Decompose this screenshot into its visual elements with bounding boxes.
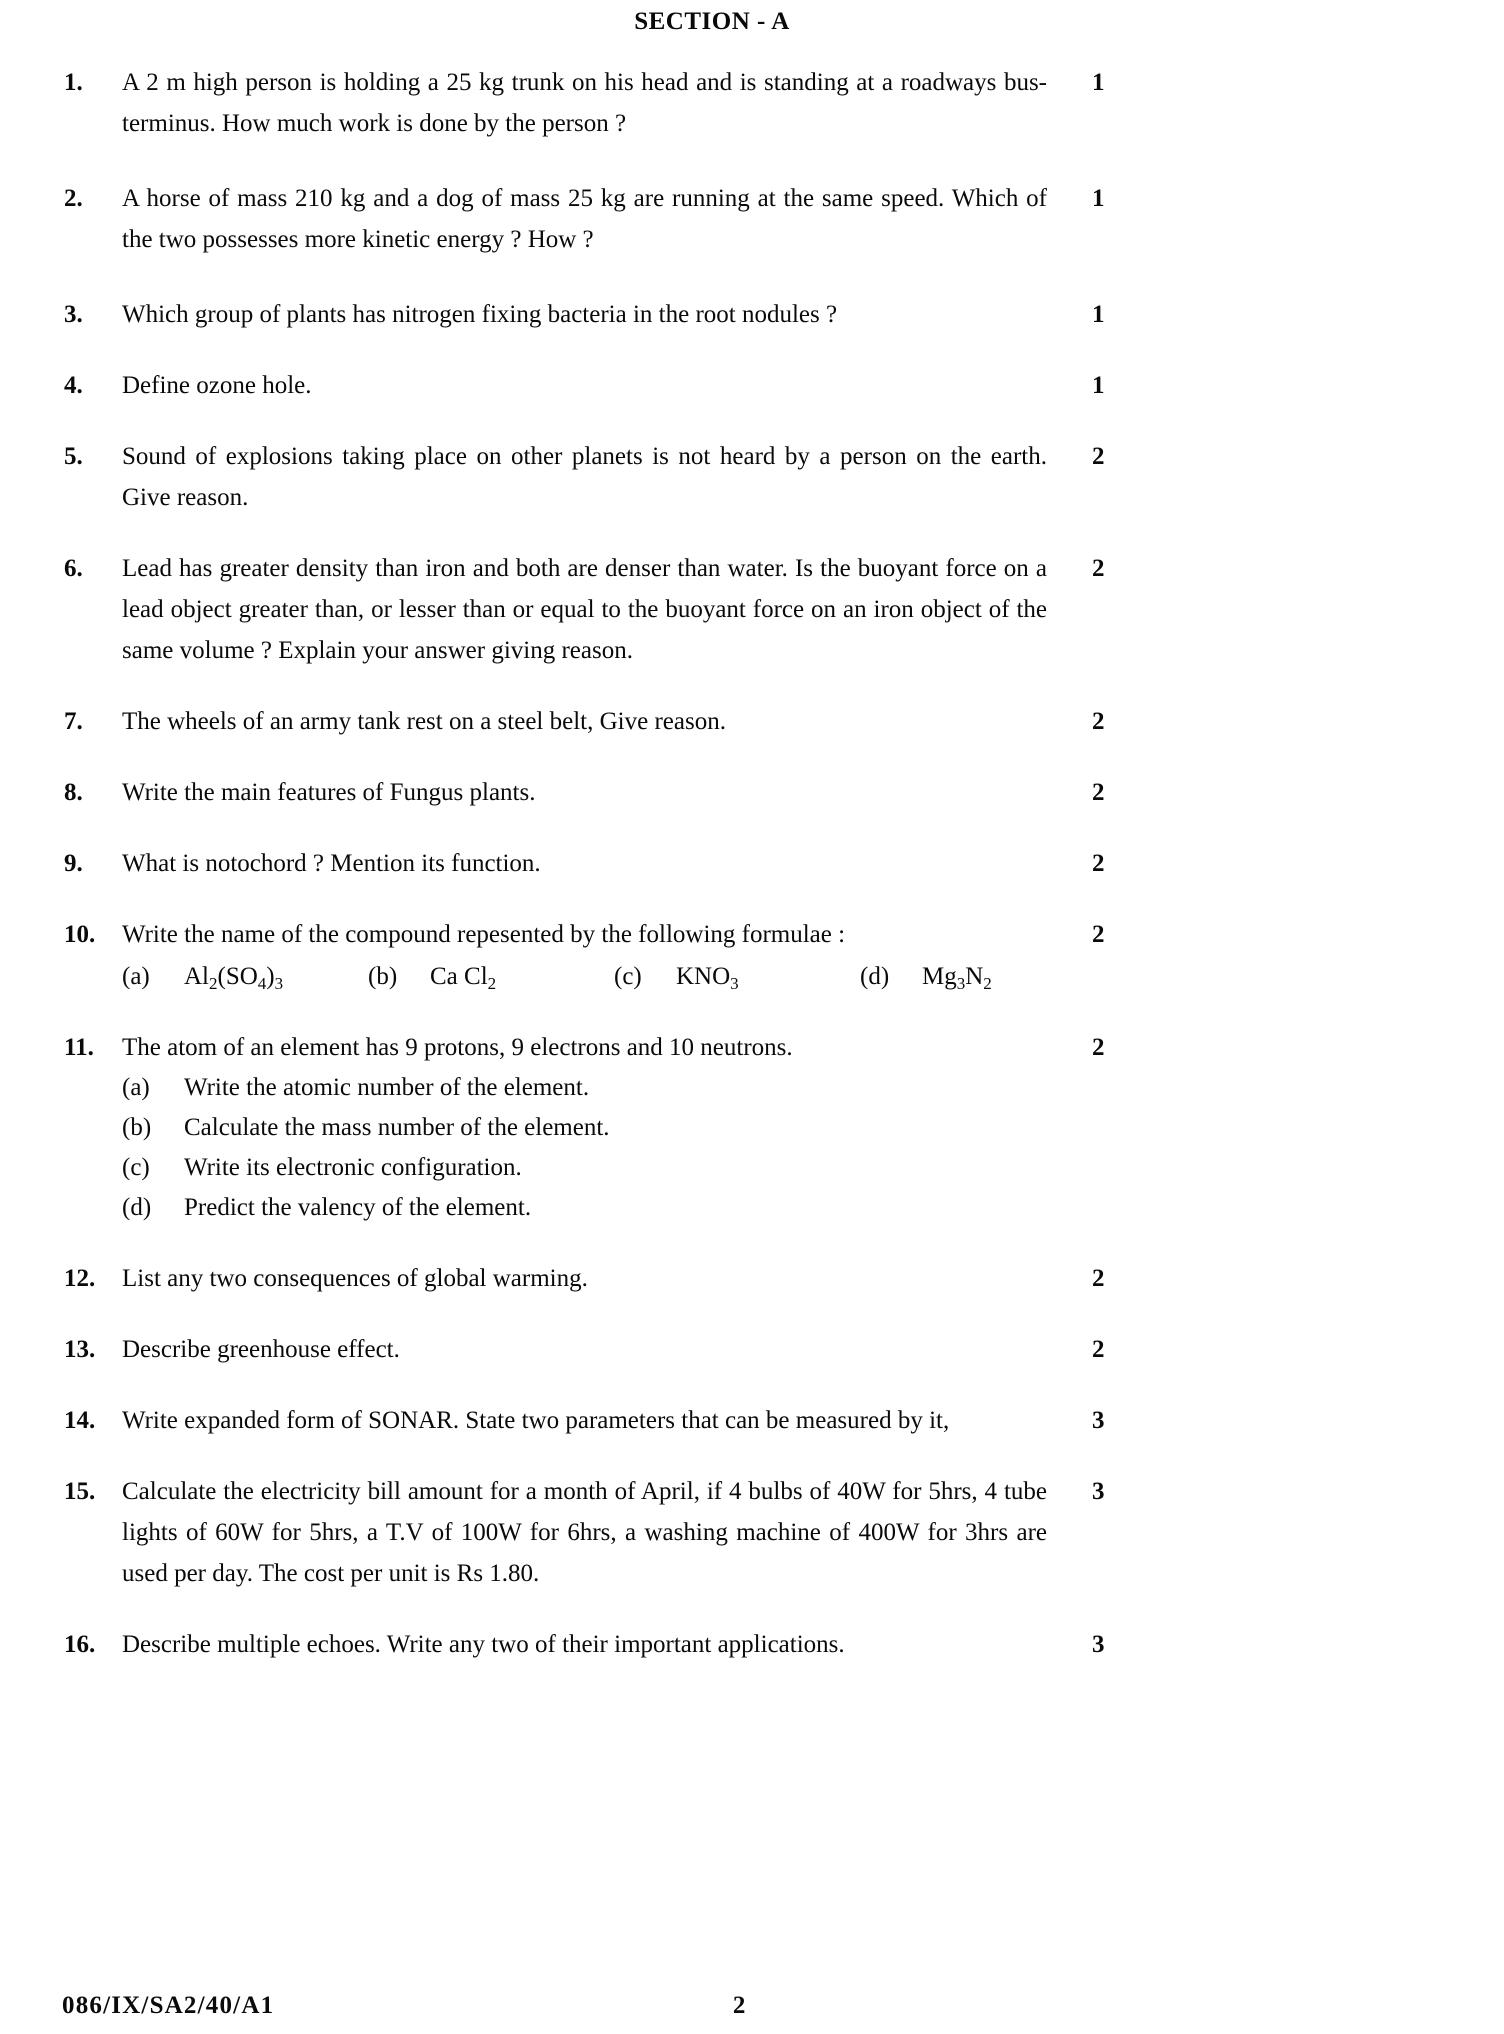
question-number: 12.: [64, 1265, 96, 1292]
formula-value: Ca $Cl_2$: [430, 963, 497, 994]
formula-option-a: [122, 955, 368, 1001]
subpart-text: Write the atomic number of the element.: [184, 1074, 590, 1101]
question-marks: 2: [1092, 1265, 1105, 1292]
question-item: [0, 701, 1504, 742]
formula-row: [122, 955, 1047, 1001]
question-text: Lead has greater density than iron and both are denser than water. Is the buoyant force on a lead object greater than, or lesser than or equal to the buoyant force on an iron object of the same volume ? Explain your answer giving reason.: [122, 555, 1047, 664]
formula-value: $KNO_3$: [676, 963, 739, 994]
question-text: Which group of plants has nitrogen fixing bacteria in the root nodules ?: [122, 301, 838, 328]
question-marks: 2: [1092, 1336, 1105, 1363]
question-marks: 2: [1092, 708, 1105, 735]
question-number: 8.: [64, 779, 83, 806]
question-text: [122, 1027, 1047, 1228]
question-list: [0, 62, 1504, 1665]
question-number: 14.: [64, 1407, 96, 1434]
question-number: 1.: [64, 69, 83, 96]
question-text: Write expanded form of SONAR. State two parameters that can be measured by it,: [122, 1407, 950, 1434]
paper-code: 086/IX/SA2/40/A1: [62, 1992, 275, 2019]
question-stem: The atom of an element has 9 protons, 9 electrons and 10 neutrons.: [122, 1034, 793, 1061]
question-number: 6.: [64, 555, 83, 582]
question-marks: 1: [1092, 372, 1105, 399]
question-item: [0, 843, 1504, 884]
question-text: The wheels of an army tank rest on a steel belt, Give reason.: [122, 708, 726, 735]
question-marks: 1: [1092, 301, 1105, 328]
question-text: What is notochord ? Mention its function.: [122, 850, 541, 877]
question-text: Calculate the electricity bill amount for a month of April, if 4 bulbs of 40W for 5hrs, 4 tube lights of 60W for 5hrs, a T.V of 100W for 6hrs, a washing machine of 400W for 3hrs are used per day. The cost per unit is Rs 1.80.: [122, 1478, 1047, 1587]
formula-option-d: [860, 955, 1106, 1001]
formula-value: $Al_2(SO_4)_3$: [184, 963, 284, 994]
question-item: [0, 914, 1504, 1001]
section-heading: SECTION - A: [634, 8, 790, 35]
question-item: [0, 365, 1504, 406]
question-marks: 2: [1092, 779, 1105, 806]
formula-option-c: [614, 955, 860, 1001]
subpart-text: Calculate the mass number of the element.: [184, 1114, 610, 1141]
question-item: [0, 1329, 1504, 1370]
question-number: 15.: [64, 1478, 96, 1505]
subpart-b: [122, 1108, 1047, 1148]
page-footer: [0, 1992, 1504, 2020]
subpart-label: (b): [122, 1114, 152, 1141]
subpart-text: Predict the valency of the element.: [184, 1194, 532, 1221]
question-number: 9.: [64, 850, 83, 877]
question-marks: 1: [1092, 185, 1105, 212]
question-item: [0, 1624, 1504, 1665]
question-text: Write the main features of Fungus plants.: [122, 779, 536, 806]
question-number: 2.: [64, 185, 83, 212]
question-number: 16.: [64, 1631, 96, 1658]
page-number: 2: [732, 1992, 746, 2019]
question-number: 7.: [64, 708, 83, 735]
subpart-label: (a): [122, 1074, 150, 1101]
question-item: [0, 548, 1504, 671]
subpart-a: [122, 1068, 1047, 1108]
question-number: 13.: [64, 1336, 96, 1363]
question-item: [0, 436, 1504, 518]
question-marks: 3: [1092, 1478, 1105, 1505]
question-marks: 2: [1092, 555, 1105, 582]
subpart-label: (c): [122, 1154, 150, 1181]
question-number: 11.: [64, 1034, 94, 1061]
question-marks: 3: [1092, 1631, 1105, 1658]
question-marks: 2: [1092, 1034, 1105, 1061]
question-text: A horse of mass 210 kg and a dog of mass 25 kg are running at the same speed. Which of the two possesses more kinetic energy ? How ?: [122, 185, 1047, 253]
question-marks: 2: [1092, 443, 1105, 470]
question-marks: 2: [1092, 850, 1105, 877]
formula-option-b: [368, 955, 614, 1001]
subpart-d: [122, 1188, 1047, 1228]
formula-label: (c): [614, 963, 642, 990]
question-item: [0, 62, 1504, 144]
question-marks: 3: [1092, 1407, 1105, 1434]
question-number: 10.: [64, 921, 96, 948]
question-number: 4.: [64, 372, 83, 399]
question-item: [0, 1471, 1504, 1594]
formula-label: (d): [860, 963, 890, 990]
formula-value: $Mg_3N_2$: [922, 963, 992, 994]
question-stem: Write the name of the compound repesented by the following formulae :: [122, 921, 846, 948]
formula-label: (a): [122, 963, 150, 990]
question-text: List any two consequences of global warming.: [122, 1265, 588, 1292]
question-text: Describe greenhouse effect.: [122, 1336, 400, 1363]
question-text: [122, 914, 1047, 1001]
question-number: 5.: [64, 443, 83, 470]
question-number: 3.: [64, 301, 83, 328]
question-item: [0, 772, 1504, 813]
question-item: [0, 1027, 1504, 1228]
subpart-c: [122, 1148, 1047, 1188]
formula-label: (b): [368, 963, 398, 990]
subpart-label: (d): [122, 1194, 152, 1221]
question-text: Define ozone hole.: [122, 372, 312, 399]
question-marks: 1: [1092, 69, 1105, 96]
question-text: A 2 m high person is holding a 25 kg trunk on his head and is standing at a roadways bus- terminus. How much work is done by the person ?: [122, 69, 1047, 137]
question-item: [0, 1400, 1504, 1441]
question-item: [0, 294, 1504, 335]
question-marks: 2: [1092, 921, 1105, 948]
question-text: Describe multiple echoes. Write any two of their important applications.: [122, 1631, 845, 1658]
question-text: Sound of explosions taking place on other planets is not heard by a person on the earth. Give reason.: [122, 443, 1047, 511]
question-item: [0, 178, 1504, 260]
question-item: [0, 1258, 1504, 1299]
subpart-text: Write its electronic configuration.: [184, 1154, 522, 1181]
subpart-list: [122, 1068, 1047, 1228]
